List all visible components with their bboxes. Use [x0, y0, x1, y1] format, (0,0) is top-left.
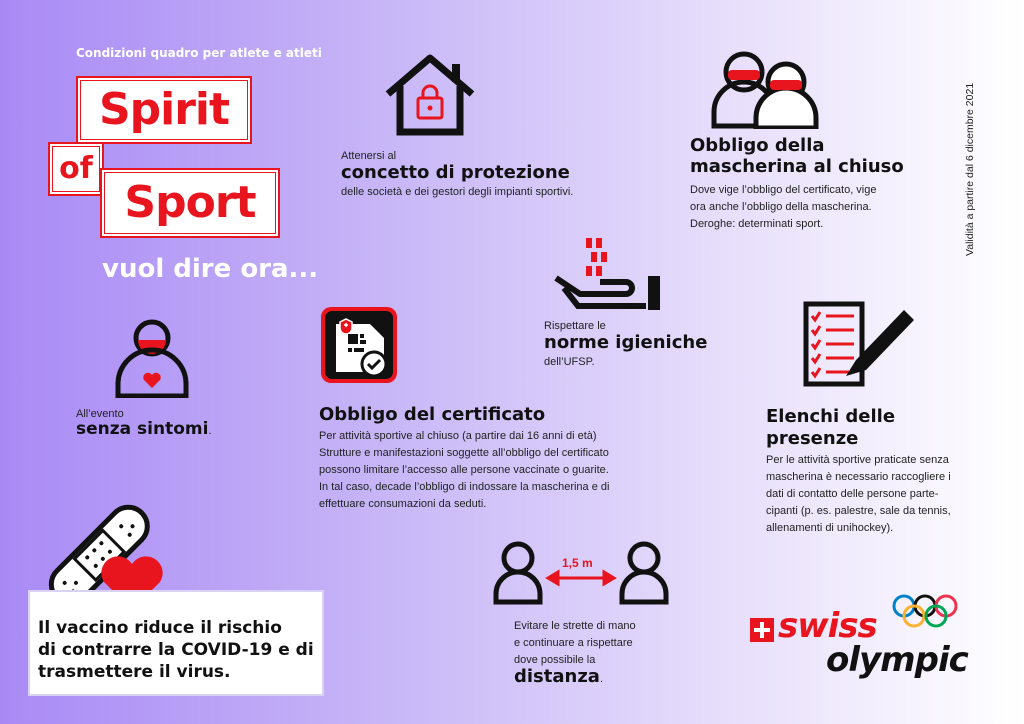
certificato-line-3: possono limitare l’accesso alle persone vaccinate o guarite.: [319, 464, 609, 476]
distanza-line-3: dove possibile la: [514, 654, 596, 666]
sintomi-title: senza sintomi: [76, 419, 209, 439]
distanza-line-1: Evitare le strette di mano: [514, 620, 636, 632]
igieniche-post: dell’UFSP.: [544, 356, 595, 368]
distanza-line-2: e continuare a rispettare: [514, 637, 633, 649]
olympic-rings-icon: [890, 594, 960, 630]
protezione-pre: Attenersi al: [341, 150, 397, 162]
presenze-title-1: Elenchi delle: [766, 406, 896, 427]
checklist-pencil-icon: [800, 300, 920, 390]
presenze-line-1: Per le attività sportive praticate senza: [766, 454, 949, 466]
sintomi-period: .: [208, 425, 212, 437]
presenze-line-5: allenamenti di unihockey).: [766, 522, 894, 534]
vaccine-text: [38, 617, 322, 683]
certificato-line-5: effettuare consumazioni da seduti.: [319, 498, 487, 510]
distance-measure: 1,5 m: [562, 556, 593, 570]
title-sport: Sport: [100, 168, 280, 238]
mascherina-title-1: Obbligo della: [690, 135, 825, 156]
sintomi-heading: [76, 419, 212, 439]
logo-olympic: olympic: [826, 640, 968, 680]
vaccine-line-2: di contrarre la COVID-19 e di: [38, 640, 314, 660]
vaccine-line-3: trasmettere il virus.: [38, 662, 231, 682]
title-spirit: Spirit: [76, 76, 252, 144]
distanza-heading: [514, 666, 603, 687]
mascherina-title-2: mascherina al chiuso: [690, 156, 904, 177]
presenze-title-2: presenze: [766, 428, 859, 449]
protezione-text: delle società e dei gestori degli impianti sportivi.: [341, 186, 574, 198]
house-lock-icon: [380, 50, 480, 140]
sintomi-pre: All’evento: [76, 408, 124, 420]
presenze-line-4: cipanti (p. es. palestre, sale da tennis,: [766, 505, 951, 517]
certificate-icon: [320, 306, 398, 384]
distance-people-icon: [492, 538, 672, 606]
person-heart-icon: [112, 316, 192, 398]
mascherina-line-3: Deroghe: determinati sport.: [690, 218, 824, 230]
igieniche-pre: Rispettare le: [544, 320, 606, 332]
igieniche-title: norme igieniche: [544, 332, 708, 353]
presenze-line-2: mascherina è necessario raccogliere i: [766, 471, 951, 483]
certificato-title: Obbligo del certificato: [319, 404, 546, 425]
protezione-title: concetto di protezione: [341, 162, 570, 183]
distanza-period: .: [599, 673, 604, 685]
distanza-title: distanza: [514, 666, 600, 687]
subtitle: vuol dire ora...: [102, 254, 319, 284]
masked-people-icon: [708, 44, 823, 129]
kicker-text: Condizioni quadro per atlete e atleti: [76, 46, 322, 60]
certificato-line-4: In tal caso, decade l’obbligo di indossare la mascherina e di: [319, 481, 610, 493]
presenze-line-3: dati di contatto delle persone parte-: [766, 488, 939, 500]
swiss-flag-icon: [750, 618, 774, 642]
hand-wash-icon: [550, 234, 665, 314]
mascherina-line-2: ora anche l’obbligo della mascherina.: [690, 201, 872, 213]
vaccine-line-1: Il vaccino riduce il rischio: [38, 618, 282, 638]
certificato-line-2: Strutture e manifestazioni soggette all’obbligo del certificato: [319, 447, 609, 459]
mascherina-line-1: Dove vige l’obbligo del certificato, vige: [690, 184, 877, 196]
certificato-line-1: Per attività sportive al chiuso (a partire dai 16 anni di età): [319, 430, 597, 442]
title-of: of: [48, 142, 104, 196]
logo-swiss: swiss: [778, 606, 877, 646]
validity-note: Validità a partire dal 6 dicembre 2021: [964, 82, 976, 256]
